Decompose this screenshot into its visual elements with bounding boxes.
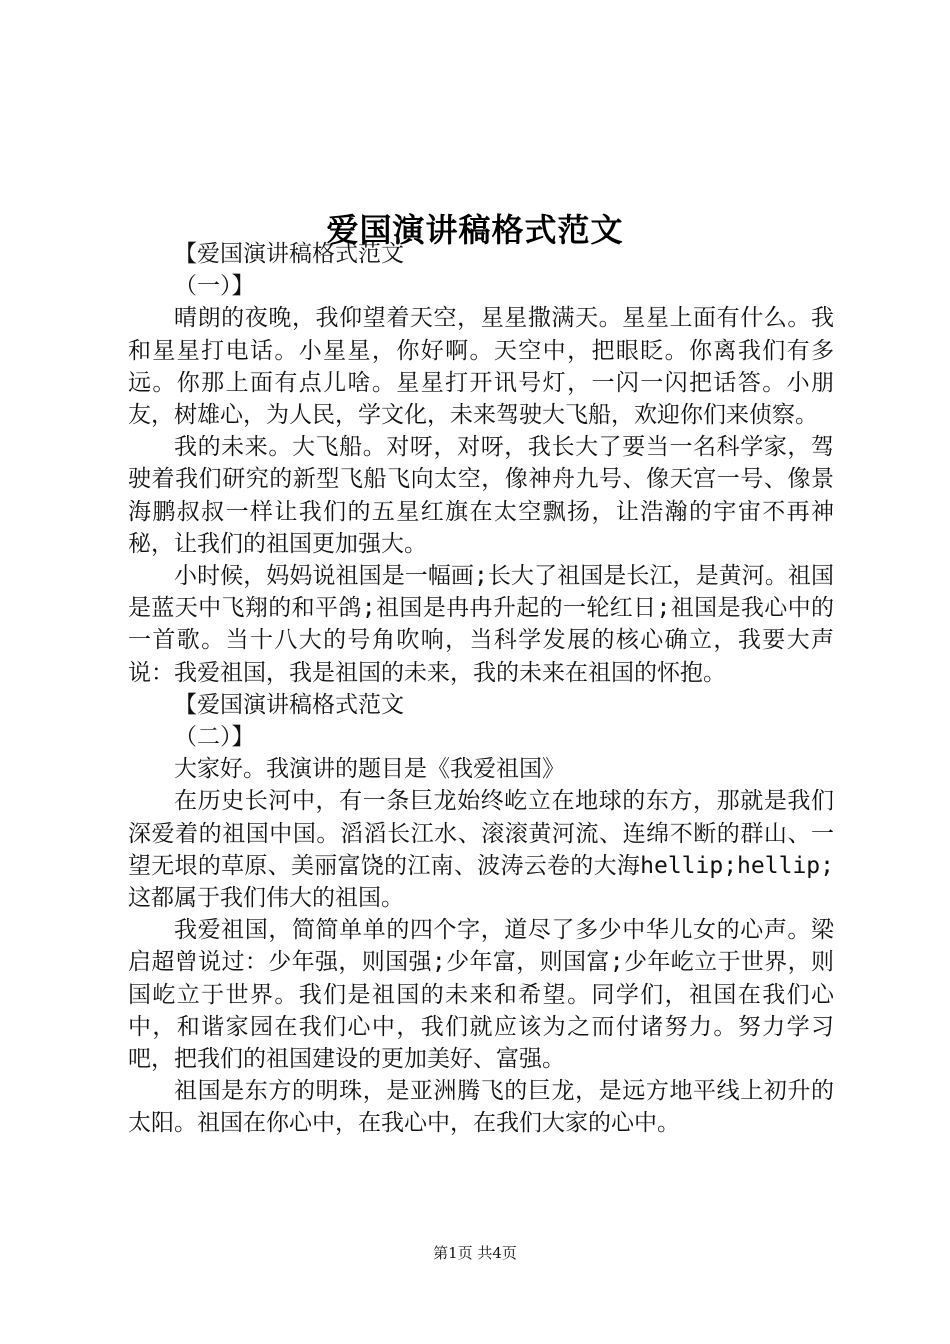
- paragraph: 我的未来。大飞船。对呀，对呀，我长大了要当一名科学家，驾驶着我们研究的新型飞船飞向太空，像神舟九号、像天宫一号、像景海鹏叔叔一样让我们的五星红旗在太空飘扬，让浩瀚的宇宙不再神秘，让我们的祖国更加强大。: [128, 434, 834, 557]
- paragraph: 小时候，妈妈说祖国是一幅画;长大了祖国是长江，是黄河。祖国是蓝天中飞翔的和平鸽;祖国是冉冉升起的一轮红日;祖国是我心中的一首歌。当十八大的号角吹响，当科学发展的核心确立，我要大声说：我爱祖国，我是祖国的未来，我的未来在祖国的怀抱。: [128, 563, 834, 686]
- paragraph: 祖国是东方的明珠，是亚洲腾飞的巨龙，是远方地平线上初升的太阳。祖国在你心中，在我心中，在我们大家的心中。: [128, 1078, 834, 1137]
- paragraph: 晴朗的夜晚，我仰望着天空，星星撒满天。星星上面有什么。我和星星打电话。小星星，你好啊。天空中，把眼眨。你离我们有多远。你那上面有点儿啥。星星打开讯号灯，一闪一闪把话答。小朋友，树雄心，为人民，学文化，未来驾驶大飞船，欢迎你们来侦察。: [128, 305, 834, 429]
- paragraph-heading-2-number: （二）】: [174, 724, 255, 751]
- paragraph-heading-1: 【爱国演讲稿格式范文: [174, 241, 404, 267]
- paragraph-heading-1-number: （一）】: [174, 273, 255, 300]
- paragraph-heading-2: 【爱国演讲稿格式范文: [174, 691, 404, 718]
- document-body: [128, 238, 834, 1140]
- paragraph: 大家好。我演讲的题目是《我爱祖国》: [174, 756, 565, 783]
- page-footer: 第1页 共4页: [433, 1244, 517, 1262]
- paragraph: 在历史长河中，有一条巨龙始终屹立在地球的东方，那就是我们深爱着的祖国中国。滔滔长江水、滚滚黄河流、连绵不断的群山、一望无垠的草原、美丽富饶的江南、波涛云卷的大海hellip;hellip;这都属于我们伟大的祖国。: [128, 788, 834, 912]
- page-title: 爱国演讲稿格式范文: [326, 211, 624, 250]
- paragraph: 我爱祖国，简简单单的四个字，道尽了多少中华儿女的心声。梁启超曾说过：少年强，则国强;少年富，则国富;少年屹立于世界，则国屹立于世界。我们是祖国的未来和希望。同学们，祖国在我们心中，和谐家园在我们心中，我们就应该为之而付诸努力。努力学习吧，把我们的祖国建设的更加美好、富强。: [128, 917, 834, 1073]
